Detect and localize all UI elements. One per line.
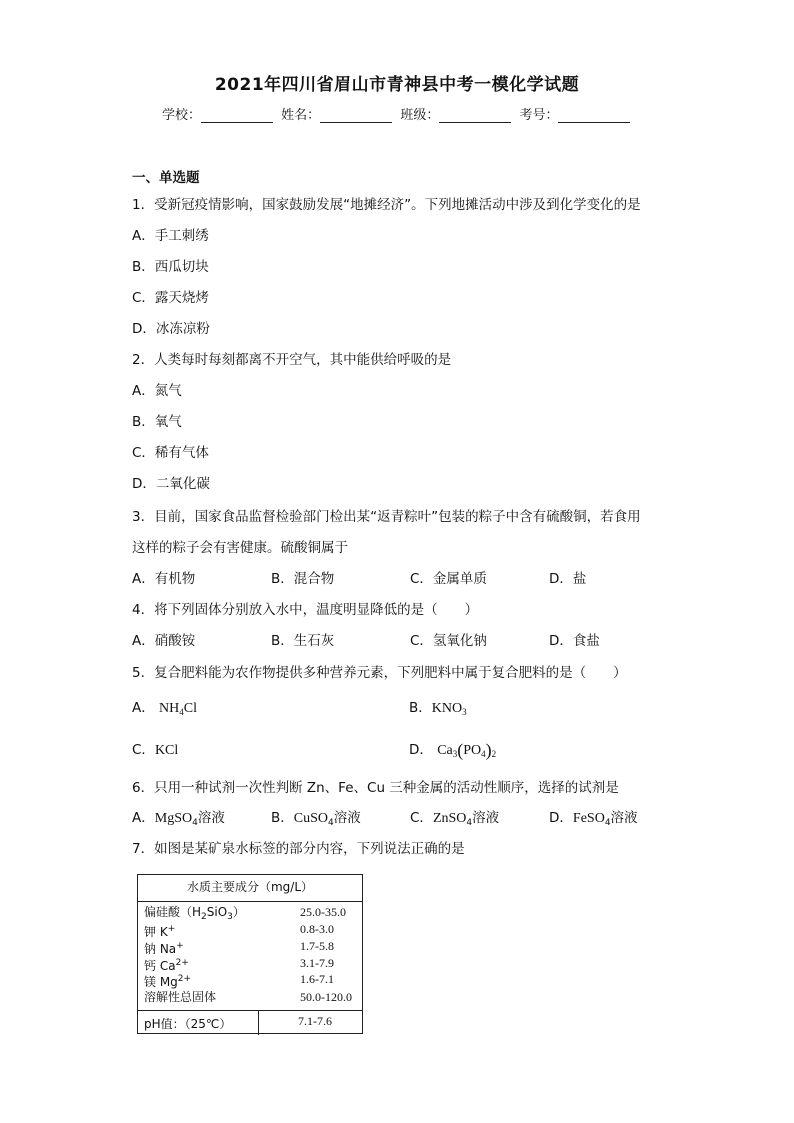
label-row-value: 3.1-7.9 xyxy=(300,956,334,970)
label-row-1-sup: + xyxy=(167,924,176,934)
q7-stem: 7．如图是某矿泉水标签的部分内容，下列说法正确的是 xyxy=(132,841,465,857)
q5-d-formula-sub3: 2 xyxy=(491,749,497,759)
label-row-4-sup: 2+ xyxy=(177,974,192,984)
q2-option-c: C．稀有气体 xyxy=(132,445,209,461)
q5-option-c-label: C． xyxy=(132,742,155,758)
q5-option-d-formula xyxy=(437,740,497,760)
class-blank xyxy=(439,108,511,123)
q6-options xyxy=(132,806,688,828)
label-row-4-name: 镁 Mg xyxy=(144,975,178,989)
q3-option-c: C．金属单质 xyxy=(410,571,487,587)
q2-option-b: B．氧气 xyxy=(132,414,182,430)
class-label: 班级： xyxy=(400,108,440,123)
q3-option-a: A．有机物 xyxy=(132,571,196,587)
q6-option-d xyxy=(549,806,688,828)
label-row-metasilicic-acid xyxy=(144,905,358,920)
q6-stem: 6．只用一种试剂一次性判断 Zn、Fe、Cu 三种金属的活动性顺序，选择的试剂是 xyxy=(132,780,619,796)
school-blank xyxy=(201,108,273,123)
q5-d-formula-sub2: 4 xyxy=(481,749,486,759)
label-row-2-sup: + xyxy=(176,941,184,951)
q6-option-a-formula: MgSO xyxy=(154,811,193,826)
student-info-row xyxy=(162,104,634,123)
label-footer-divider xyxy=(258,1011,259,1035)
q6-option-a-sub: 4 xyxy=(192,818,198,828)
label-row-0-name-mid: SiO xyxy=(206,905,228,919)
q6-option-d-label: D． xyxy=(549,810,573,826)
q3-stem-line1: 3．目前，国家食品监督检验部门检出某“返青粽叶”包装的粽子中含有硫酸铜，若食用 xyxy=(132,509,641,525)
q6-option-b-formula: CuSO xyxy=(293,811,328,826)
q5-a-formula-sub: 4 xyxy=(179,707,184,717)
q6-option-d-formula: FeSO xyxy=(572,811,605,826)
exam-number-label: 考号： xyxy=(519,108,559,123)
q4-option-a: A．硝酸铵 xyxy=(132,633,196,649)
q1-option-a: A．手工刺绣 xyxy=(132,228,209,244)
q5-option-d xyxy=(409,738,686,761)
label-row-value: 0.8-3.0 xyxy=(300,922,334,936)
label-row-value: 1.7-5.8 xyxy=(300,939,334,953)
q6-option-b-post: 溶液 xyxy=(333,810,361,826)
name-label: 姓名： xyxy=(281,108,321,123)
label-row-0-name-pre: 偏硅酸（H xyxy=(144,905,202,919)
label-row-total-dissolved-solids xyxy=(144,990,358,1005)
q5-d-open-paren: ( xyxy=(457,740,464,760)
q5-d-formula-main: Ca xyxy=(437,743,453,758)
label-row-value: 50.0-120.0 xyxy=(300,990,352,1004)
label-row-value: 1.6-7.1 xyxy=(300,972,334,986)
exam-number-blank xyxy=(558,108,630,123)
label-ph-name: pH值：（25℃） xyxy=(144,1017,232,1031)
label-footer xyxy=(138,1011,362,1035)
q3-options xyxy=(132,567,688,587)
label-row-0-sub1: 2 xyxy=(201,912,207,922)
label-row-3-name: 钙 Ca xyxy=(144,959,176,973)
label-body xyxy=(138,902,362,1011)
q1-option-b: B．西瓜切块 xyxy=(132,259,209,275)
label-row-0-sub2: 3 xyxy=(227,912,233,922)
label-row-1-name: 钾 K xyxy=(144,925,168,939)
q6-option-a-label: A． xyxy=(132,810,155,826)
q5-option-c xyxy=(132,738,409,759)
q4-option-d: D．食盐 xyxy=(549,633,600,649)
q6-option-c-formula: ZnSO xyxy=(432,811,467,826)
q6-option-a xyxy=(132,806,271,828)
q6-option-c-label: C． xyxy=(410,810,433,826)
q6-option-d-post: 溶液 xyxy=(610,810,638,826)
label-row-value: 25.0-35.0 xyxy=(300,905,346,919)
q3-option-b: B．混合物 xyxy=(271,571,335,587)
q5-option-a-formula xyxy=(159,701,197,716)
mineral-water-label xyxy=(137,874,363,1034)
q5-option-a-label: A． xyxy=(132,700,155,716)
q5-option-a xyxy=(132,696,409,717)
q6-option-c-sub: 4 xyxy=(466,818,473,828)
q4-options xyxy=(132,629,688,649)
label-row-potassium xyxy=(144,922,358,937)
q5-option-c-formula: KCl xyxy=(154,743,179,758)
q5-a-formula-rest: Cl xyxy=(183,701,198,716)
q5-option-d-label: D． xyxy=(409,742,433,758)
q5-option-b-formula xyxy=(432,701,467,716)
q5-d-formula-inner: PO xyxy=(463,743,482,758)
q4-option-b: B．生石灰 xyxy=(271,633,335,649)
q5-option-b xyxy=(409,696,686,717)
section-title: 一、单选题 xyxy=(132,170,200,186)
q6-option-a-post: 溶液 xyxy=(197,810,225,826)
q5-b-formula-sub: 3 xyxy=(462,707,467,717)
q2-option-d: D．二氧化碳 xyxy=(132,476,210,492)
page-title: 2021年四川省眉山市青神县中考一模化学试题 xyxy=(214,75,580,95)
q5-d-close-paren: ) xyxy=(485,740,492,760)
q4-option-c: C．氢氧化钠 xyxy=(410,633,487,649)
q6-option-b-label: B． xyxy=(271,810,294,826)
q6-option-c xyxy=(410,806,549,828)
q5-options-row2 xyxy=(132,738,686,761)
q6-option-b xyxy=(271,806,410,828)
q3-stem-line2: 这样的粽子会有害健康。硫酸铜属于 xyxy=(132,540,348,556)
q1-option-d: D．冰冻凉粉 xyxy=(132,321,210,337)
school-label: 学校： xyxy=(162,108,202,123)
label-header: 水质主要成分（mg/L） xyxy=(138,875,362,902)
q6-option-c-post: 溶液 xyxy=(472,810,500,826)
q5-d-formula-sub1: 3 xyxy=(452,749,458,759)
name-blank xyxy=(320,108,392,123)
q3-option-d: D．盐 xyxy=(549,571,587,587)
label-row-2-name: 钠 Na xyxy=(144,942,177,956)
label-row-0-name-post: ） xyxy=(232,905,245,919)
q5-b-formula-main: KNO xyxy=(431,701,463,716)
q5-a-formula-main: NH xyxy=(159,701,180,716)
label-ph-value: 7.1-7.6 xyxy=(298,1014,332,1028)
label-row-name: 溶解性总固体 xyxy=(144,990,217,1004)
q4-stem: 4．将下列固体分别放入水中，温度明显降低的是（ ） xyxy=(132,602,479,618)
label-row-name xyxy=(144,939,184,957)
label-row-magnesium xyxy=(144,972,358,987)
label-row-name xyxy=(144,972,191,990)
q1-stem: 1．受新冠疫情影响，国家鼓励发展“地摊经济”。下列地摊活动中涉及到化学变化的是 xyxy=(132,197,641,213)
label-row-calcium xyxy=(144,956,358,971)
label-row-3-sup: 2+ xyxy=(175,958,189,968)
label-row-sodium xyxy=(144,939,358,954)
label-row-name xyxy=(144,922,175,940)
q2-option-a: A．氮气 xyxy=(132,383,182,399)
q6-option-d-sub: 4 xyxy=(604,818,611,828)
q5-stem: 5．复合肥料能为农作物提供多种营养元素，下列肥料中属于复合肥料的是（ ） xyxy=(132,665,627,681)
q2-stem: 2．人类每时每刻都离不开空气，其中能供给呼吸的是 xyxy=(132,352,452,368)
q5-option-b-label: B． xyxy=(409,700,432,716)
q6-option-b-sub: 4 xyxy=(328,818,334,828)
q5-options-row1 xyxy=(132,696,686,717)
q1-option-c: C．露天烧烤 xyxy=(132,290,209,306)
